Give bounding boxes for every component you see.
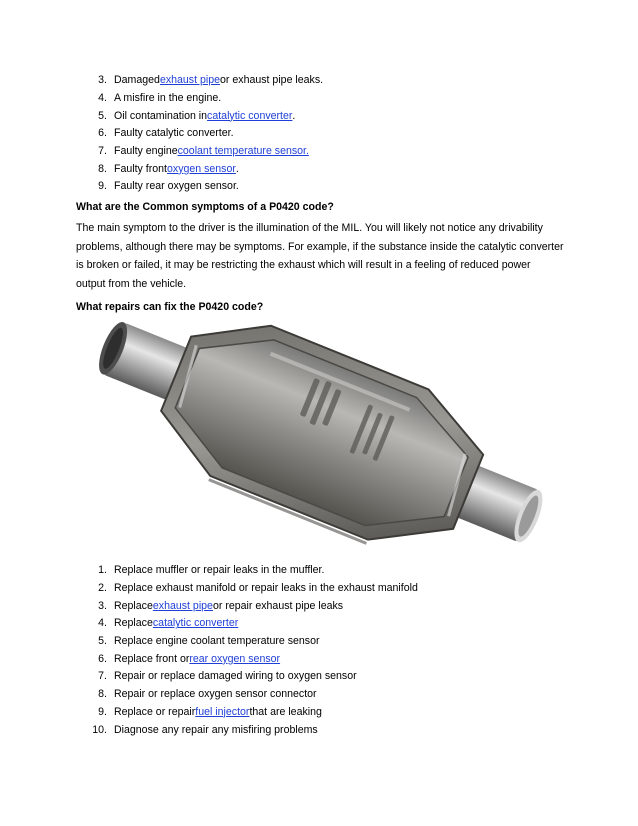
oxygen-sensor-link[interactable]: oxygen sensor <box>167 162 236 175</box>
exhaust-pipe-link[interactable]: exhaust pipe <box>152 599 213 612</box>
symptoms-paragraph: The main symptom to the driver is the illumination of the MIL. You will likely not notice any drivability problems, although there may be symptoms. For example, if the substance inside the catalytic converter is broken or failed, it may be restricting the exhaust which will result in a feeling of reduced power output from the vehicle. <box>76 222 564 290</box>
catalytic-converter-image <box>84 322 556 546</box>
list-item: 7. Repair or replace damaged wiring to oxygen sensor <box>98 670 357 683</box>
list-item: 9. Faulty rear oxygen sensor. <box>98 180 239 193</box>
list-item: 8. Faulty front oxygen sensor . <box>76 160 576 178</box>
list-item: 8. Repair or replace oxygen sensor connector <box>98 688 317 701</box>
fuel-injector-link[interactable]: fuel injector <box>195 705 250 718</box>
symptoms-heading: What are the Common symptoms of a P0420 code? <box>76 201 334 213</box>
list-item: 1. Replace muffler or repair leaks in the muffler. <box>98 564 325 577</box>
list-item: 3. Replace exhaust pipe or repair exhaust pipe leaks <box>76 597 576 615</box>
catalytic-converter-link[interactable]: catalytic converter <box>207 109 293 122</box>
list-item: 5. Replace engine coolant temperature sensor <box>98 635 320 648</box>
list-item: 6. Replace front or rear oxygen sensor <box>76 650 576 668</box>
repairs-heading: What repairs can fix the P0420 code? <box>76 301 264 313</box>
catalytic-converter-link[interactable]: catalytic converter <box>152 617 239 630</box>
list-item: 10. Diagnose any repair any misfiring problems <box>92 723 318 736</box>
rear-oxygen-sensor-link[interactable]: rear oxygen sensor <box>189 652 281 665</box>
list-item: 3. Damaged exhaust pipe or exhaust pipe leaks. <box>76 72 576 90</box>
causes-list <box>76 72 576 196</box>
exhaust-pipe-link[interactable]: exhaust pipe <box>159 74 221 87</box>
list-item: 4. A misfire in the engine. <box>98 92 222 105</box>
list-item: 5. Oil contamination in catalytic converter . <box>76 107 576 125</box>
coolant-temperature-sensor-link[interactable]: coolant temperature sensor. <box>177 145 309 158</box>
repairs-list <box>76 562 576 739</box>
list-item: 7. Faulty engine coolant temperature sensor. <box>76 143 576 161</box>
list-item: 2. Replace exhaust manifold or repair leaks in the exhaust manifold <box>98 582 418 595</box>
list-item: 9. Replace or repair fuel injector that are leaking <box>76 704 576 722</box>
list-item: 6. Faulty catalytic converter. <box>98 127 234 140</box>
list-item: 4. Replace catalytic converter <box>76 615 576 633</box>
